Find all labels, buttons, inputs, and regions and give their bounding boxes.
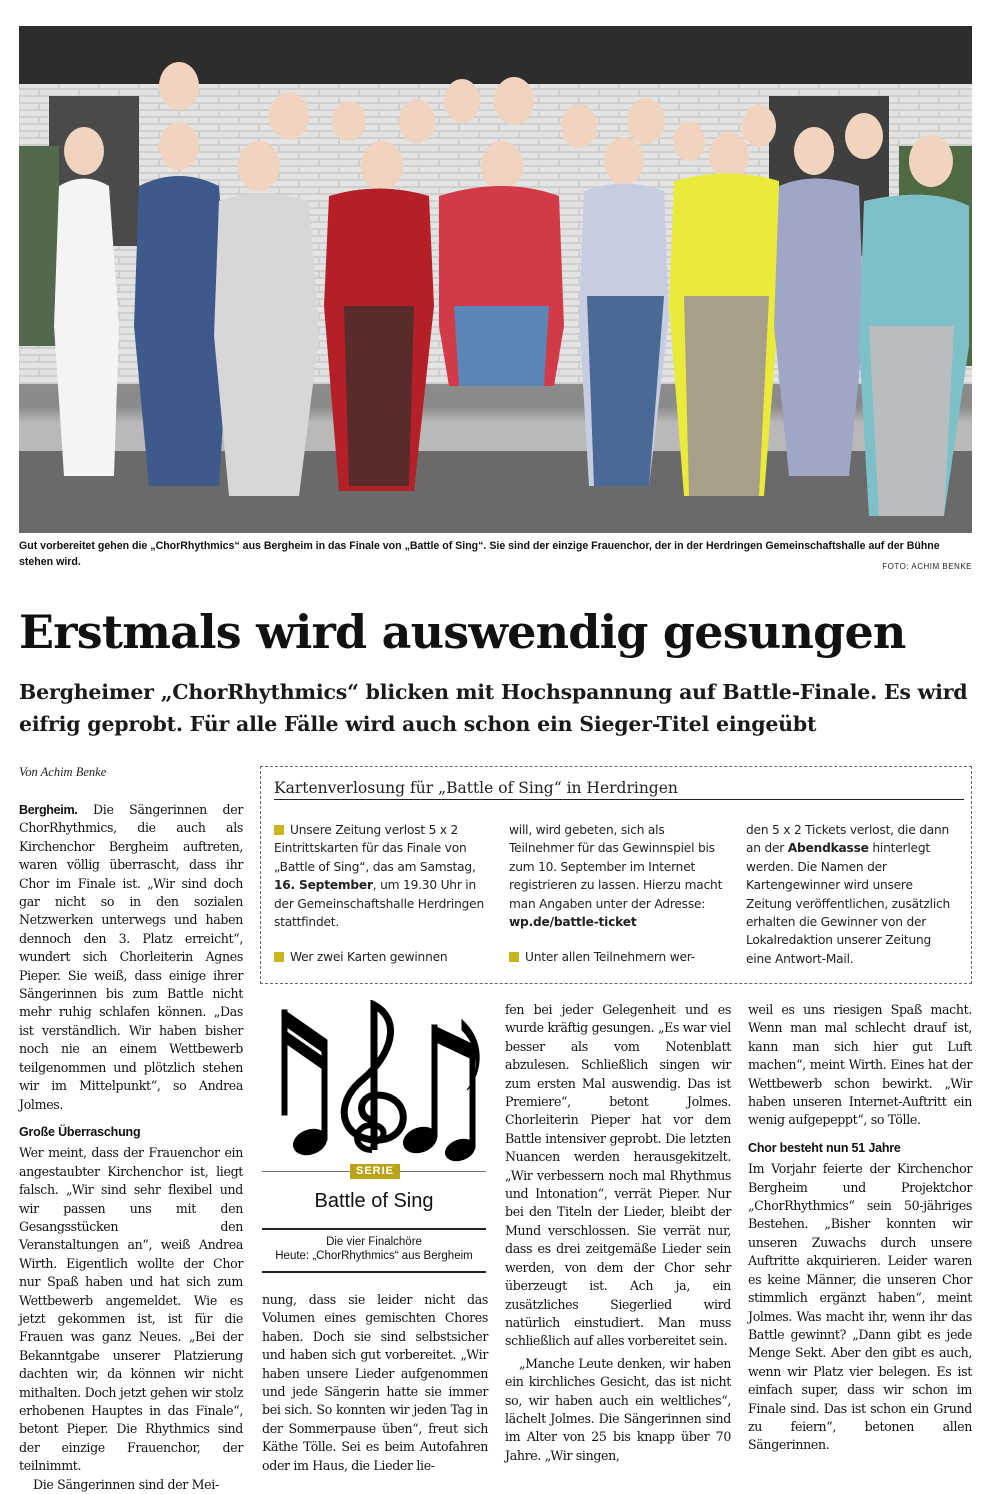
info-box-column-2 — [509, 821, 729, 967]
divider — [262, 1271, 486, 1273]
subheading: Große Überraschung — [19, 1124, 141, 1139]
info-box-column-1 — [274, 821, 486, 967]
paragraph: nung, dass sie leider nicht das Volumen eines gemischten Chores haben. Doch sie sind selbstsicher und haben sich gut vorbereitet. „Wir haben unsere Lieder aufgenommen und jede Sängerin hatte sie immer bei sich. So konnten wir jeden Tag in der Sommerpause üben“, freut sich Käthe Tölle. Sei es beim Autofahren oder im Haus, die Lieder lie- — [262, 1292, 488, 1473]
paragraph: Die Sängerinnen sind der Mei- — [33, 1476, 219, 1492]
article-column-2 — [262, 1291, 488, 1475]
series-title: Battle of Sing — [314, 1190, 434, 1212]
article-column-4 — [748, 1001, 972, 1455]
paragraph: „Manche Leute denken, wir haben ein kirchliches Gesicht, das ist nicht so, wir haben auch ein weltliches“, lächelt Jolmes. Die Sängerinnen sind im Alter von 25 bis knapp über 70 Jahre. „Wir singen, — [505, 1355, 731, 1463]
info-paragraph: will, wird gebeten, sich als Teilnehmer für das Gewinnspiel bis zum 10. September im Internet registrieren zu lassen. Hierzu macht man Angaben unter der Adresse: wp.de/battle-ticket — [509, 823, 723, 930]
music-notes-icon — [262, 1000, 486, 1162]
photo-caption: Gut vorbereitet gehen die „ChorRhythmics“ aus Bergheim in das Finale von „Battle of Sing“. Sie sind der einzige Frauenchor, der in der Herdringen Gemeinschaftshalle auf der Bühne stehen wird. — [19, 540, 940, 568]
info-box-column-3 — [746, 821, 960, 968]
bullet-icon — [274, 825, 284, 835]
paragraph — [19, 801, 243, 1114]
article-column-1 — [19, 801, 243, 1494]
byline: Von Achim Benke — [19, 765, 107, 779]
subheading: Chor besteht nun 51 Jahre — [748, 1140, 901, 1155]
paragraph: weil es uns riesigen Spaß macht. Wenn man mal schlecht drauf ist, kann man sich hier gut Luft machen“, meint Wirth. Eines hat der Wettbewerb schon bewirkt. „Wir haben unseren Internet-Auftritt ein wenig aufgepeppt“, so Tölle. — [748, 1002, 972, 1128]
divider — [262, 1228, 486, 1230]
series-label: SERIE — [350, 1164, 400, 1179]
paragraph-text: Die Sängerinnen der ChorRhythmics, die auch als Kirchenchor Bergheim auftreten, waren völlig überrascht, dass ihr Chor im Finale ist. „Wir sind doch gar nicht so in den sozialen Netzwerken unterwegs und haben dennoch den 3. Platz erreicht“, wundert sich Chorleiterin Agnes Pieper. Sie weiß, dass einige ihrer Sängerinnen bis zum Battle nicht mehr ruhig schlafen können. „Das ist verständlich. Wir haben bisher noch nie an einem Wettbewerb teilgenommen und plötzlich stehen wir im Mittelpunkt“, so Andrea Jolmes. — [19, 802, 243, 1112]
info-paragraph: Unter allen Teilnehmern wer- — [509, 948, 729, 966]
series-box — [262, 1000, 486, 1274]
info-box-title: Kartenverlosung für „Battle of Sing“ in Herdringen — [274, 779, 964, 800]
paragraph: fen bei jeder Gelegenheit und es wurde kräftig gesungen. „Es war viel besser als vom Notenblatt abzulesen. Schließlich singen wir zum ersten Mal auswendig. Das ist Premiere“, betont Jolmes. Chorleiterin Pieper hat vor dem Battle intensiver geprobt. Die letzten Nuancen werden herausgekitzelt. „Wir verbessern noch mal Rhythmus und Intonation“, verrät Pieper. Nur bei den Titeln der Lieder, bleibt der Mund verschlossen. Sie verrät nur, dass es drei zeitgemäße Lieder sein werden, von dem der Chor sehr überzeugt ist. Ach ja, ein zusätzliches Siegerlied wird natürlich einstudiert. Man muss schließlich auf alles vorbereitet sein. — [505, 1002, 731, 1349]
series-subtitle-line-2: Heute: „ChorRhythmics“ aus Bergheim — [275, 1250, 473, 1262]
subheadline: Bergheimer „ChorRhythmics“ blicken mit Hochspannung auf Battle-Finale. Es wird eifrig geprobt. Für alle Fälle wird auch schon ein Sieger-Titel eingeübt — [19, 680, 968, 736]
photo-credit: FOTO: ACHIM BENKE — [882, 562, 972, 571]
group-photo — [19, 26, 972, 533]
info-paragraph: den 5 x 2 Tickets verlost, die dann an der Abendkasse hinterlegt werden. Die Namen der Kartengewinner wird unsere Zeitung veröffentlichen, zusätzlich erhalten die Gewinner von der Lokalredaktion unserer Zeitung eine Antwort-Mail. — [746, 823, 951, 966]
dateline: Bergheim. — [19, 803, 78, 817]
bullet-icon — [509, 952, 519, 962]
series-subtitle — [262, 1235, 486, 1263]
group-photo-icon — [19, 26, 972, 533]
paragraph: Wer meint, dass der Frauenchor ein angestaubter Kirchenchor ist, liegt falsch. „Wir sind sehr flexibel und wir passen uns mit den Gesangsstücken den Veranstaltungen an“, weiß Andrea Wirth. Eigentlich wollte der Chor nur Spaß haben und hat sich zum Wettbewerb angemeldet. Wie es jetzt gekommen ist, ist für die Frauen was ganz Neues. „Bei der Bekanntgabe unserer Platzierung dachten wir, da können wir nicht mithalten. Doch jetzt gehen wir stolz erhobenen Hauptes in das Finale“, betont Pieper. Die Rhythmics sind der einzige Frauenchor, der teilnimmt. — [19, 1145, 243, 1474]
article-column-3 — [505, 1001, 731, 1465]
info-paragraph: Wer zwei Karten gewinnen — [274, 948, 486, 966]
headline: Erstmals wird auswendig gesungen — [19, 605, 906, 659]
series-subtitle-line-1: Die vier Finalchöre — [326, 1236, 422, 1248]
bullet-icon — [274, 952, 284, 962]
paragraph: Im Vorjahr feierte der Kirchenchor Bergheim und Projektchor „ChorRhythmics“ sein 50-jähriges Bestehen. „Bisher konnten wir unseren Zuwachs durch unsere Auftritte akquirieren. Leider waren es keine Männer, die unseren Chor stimmlich ergänzt haben“, meint Jolmes. Was macht ihr, wenn ihr das Battle gewinnt? „Dann gibt es jede Menge Sekt. Aber den gibt es auch, wenn wir Platz vier belegen. Es ist einfach super, dass wir schon im Finale sind. Das ist schon ein Grund zu feiern“, betonen allen Sängerinnen. — [748, 1161, 972, 1453]
info-paragraph: Unsere Zeitung verlost 5 x 2 Eintrittskarten für das Finale von „Battle of Sing“, das am Samstag, 16. September, um 19.30 Uhr in der Gemeinschaftshalle Herdringen stattfindet. — [274, 823, 485, 930]
